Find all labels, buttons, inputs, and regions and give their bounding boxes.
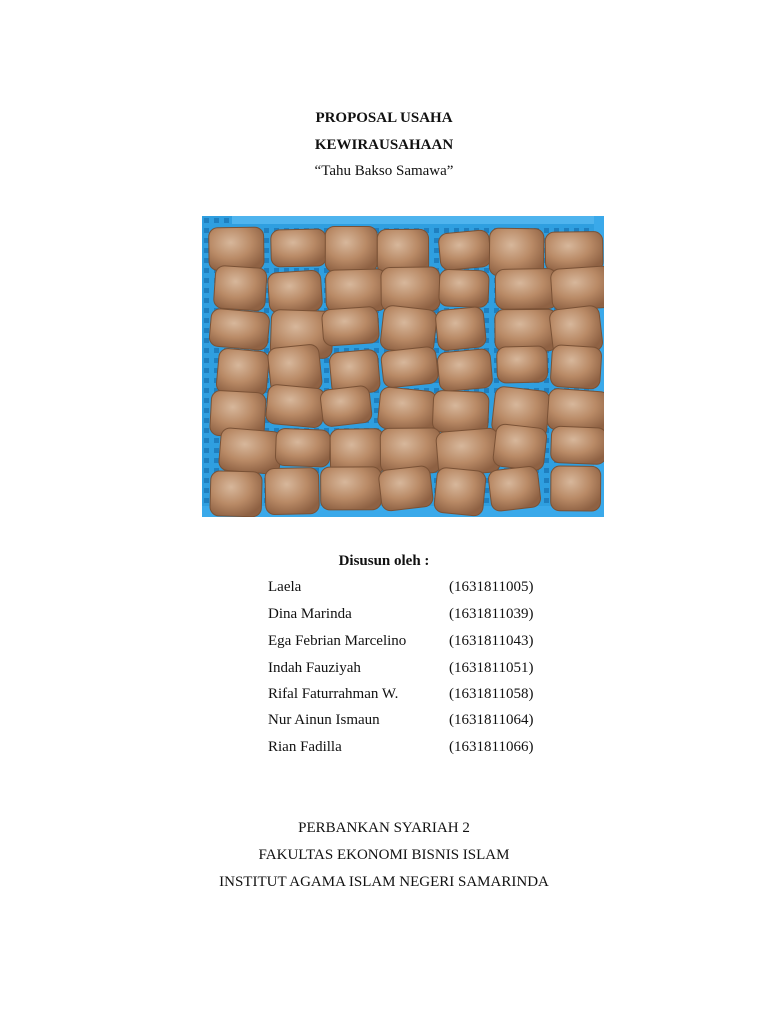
tofu-piece: [271, 229, 327, 267]
tofu-piece: [213, 265, 267, 311]
tofu-piece: [209, 308, 270, 351]
tofu-piece: [497, 346, 548, 383]
tofu-piece: [380, 346, 438, 388]
member-row: [268, 633, 568, 653]
tofu-piece: [321, 467, 382, 510]
tofu-piece: [551, 466, 601, 511]
tofu-piece: [321, 306, 379, 346]
tofu-piece: [550, 426, 604, 464]
member-row: [268, 606, 568, 626]
member-name: Dina Marinda: [268, 606, 352, 622]
tofu-piece: [320, 385, 373, 427]
tofu-piece: [439, 269, 490, 307]
tofu-piece: [380, 428, 441, 473]
tofu-piece: [434, 467, 487, 516]
tofu-piece: [377, 387, 437, 434]
tofu-piece: [325, 269, 386, 312]
tofu-piece: [488, 466, 542, 512]
institution-name: INSTITUT AGAMA ISLAM NEGERI SAMARINDA: [219, 874, 549, 890]
tofu-piece: [550, 345, 602, 390]
tahu-bakso-photo: [202, 216, 604, 517]
proposal-title: PROPOSAL USAHA: [315, 110, 453, 126]
program-name: PERBANKAN SYARIAH 2: [298, 820, 470, 836]
tofu-piece: [325, 227, 377, 272]
tofu-piece: [438, 230, 492, 271]
tofu-piece: [378, 465, 434, 511]
business-name: “Tahu Bakso Samawa”: [314, 163, 454, 179]
tofu-piece: [265, 384, 325, 428]
tofu-piece: [216, 348, 270, 397]
member-row: [268, 686, 568, 706]
authors-heading: Disusun oleh :: [338, 553, 430, 569]
member-name: Laela: [268, 579, 302, 595]
member-nim: (1631811064): [449, 712, 534, 728]
tofu-piece: [265, 468, 319, 515]
proposal-subject: KEWIRAUSAHAAN: [314, 137, 454, 153]
tofu-piece: [437, 348, 493, 391]
member-name: Rian Fadilla: [268, 739, 342, 755]
member-row: [268, 579, 568, 599]
tofu-piece: [495, 309, 557, 351]
member-row: [268, 712, 568, 732]
tofu-piece: [435, 306, 487, 351]
tofu-piece: [275, 428, 331, 467]
tofu-piece: [209, 227, 264, 270]
tofu-piece: [210, 471, 262, 517]
tofu-piece: [550, 266, 604, 311]
member-row: [268, 739, 568, 759]
member-nim: (1631811043): [449, 633, 534, 649]
member-name: Nur Ainun Ismaun: [268, 712, 380, 728]
member-nim: (1631811051): [449, 660, 534, 676]
faculty-name: FAKULTAS EKONOMI BISNIS ISLAM: [258, 847, 510, 863]
member-nim: (1631811058): [449, 686, 534, 702]
member-nim: (1631811066): [449, 739, 534, 755]
member-nim: (1631811005): [449, 579, 534, 595]
member-name: Rifal Faturrahman W.: [268, 686, 399, 702]
member-name: Ega Febrian Marcelino: [268, 633, 407, 649]
tofu-piece: [267, 270, 322, 314]
member-row: [268, 660, 568, 680]
tofu-piece: [545, 232, 603, 272]
member-name: Indah Fauziyah: [268, 660, 361, 676]
tofu-piece: [432, 390, 489, 433]
tofu-piece: [381, 267, 440, 312]
tofu-piece: [492, 423, 547, 471]
tofu-piece: [495, 269, 557, 310]
tofu-piece: [218, 427, 282, 474]
member-nim: (1631811039): [449, 606, 534, 622]
